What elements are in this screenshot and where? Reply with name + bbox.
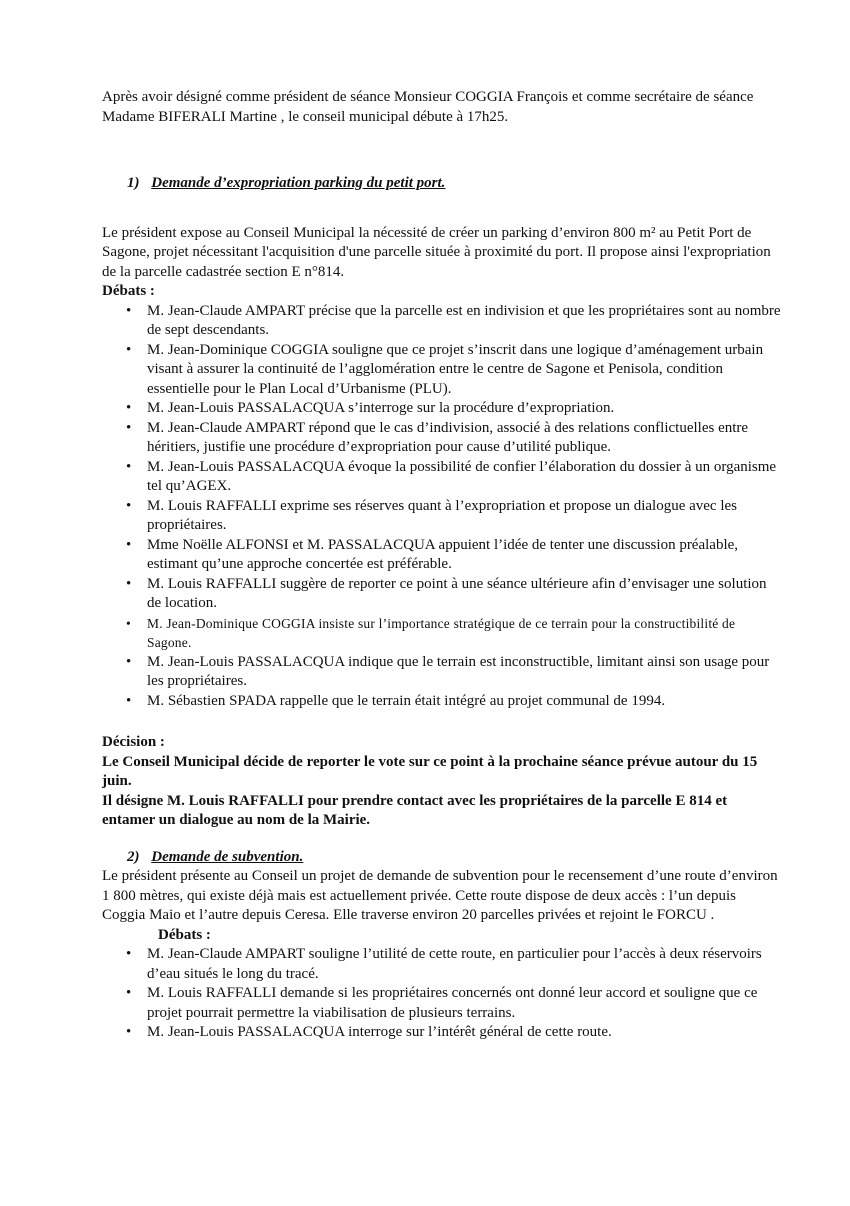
intro-paragraph: Après avoir désigné comme président de séance Monsieur COGGIA François et comme secrétaire de séance Madame BIFERALI Martine , le conseil municipal débute à 17h25.	[102, 89, 754, 125]
section-1-heading	[127, 174, 782, 194]
list-item: • M. Louis RAFFALLI exprime ses réserves quant à l’expropriation et propose un dialogue avec les propriétaires.	[102, 497, 782, 536]
list-item: • M. Jean-Dominique COGGIA insiste sur l’importance stratégique de ce terrain pour la constructibilité de Sagone.	[102, 614, 782, 653]
section-1-debats-list	[102, 302, 782, 712]
section-1-decision-1: Le Conseil Municipal décide de reporter le vote sur ce point à la prochaine séance prévue autour du 15 juin.	[102, 753, 758, 789]
list-item: • M. Jean-Claude AMPART souligne l’utilité de cette route, en particulier pour l’accès à deux réservoirs d’eau situés le long du tracé.	[102, 945, 782, 984]
section-1-number: 1)	[127, 175, 140, 191]
list-item: • M. Jean-Claude AMPART répond que le cas d’indivision, associé à des relations conflictuelles entre héritiers, justifie une procédure d’expropriation pour cause d’utilité publique.	[102, 419, 782, 458]
list-item: • M. Jean-Louis PASSALACQUA indique que le terrain est inconstructible, limitant ainsi son usage pour les propriétaires.	[102, 653, 782, 692]
list-item: • M. Louis RAFFALLI suggère de reporter ce point à une séance ultérieure afin d’envisager une solution de location.	[102, 575, 782, 614]
section-1-debats-label: Débats :	[102, 283, 155, 299]
list-item: • M. Louis RAFFALLI demande si les propriétaires concernés ont donné leur accord et souligne que ce projet pourrait permettre la viabilisation de plusieurs terrains.	[102, 984, 782, 1023]
list-item: • M. Jean-Louis PASSALACQUA interroge sur l’intérêt général de cette route.	[102, 1023, 782, 1043]
section-1-body: Le président expose au Conseil Municipal la nécessité de créer un parking d’environ 800 m² au Petit Port de Sagone, projet nécessitant l'acquisition d'une parcelle située à proximité du port. Il propose ainsi l'expropriation de la parcelle cadastrée section E n°814.	[102, 224, 771, 280]
section-2-debats-label: Débats :	[158, 926, 211, 943]
section-2-body: Le président présente au Conseil un projet de demande de subvention pour le recensement d’une route d’environ 1 800 mètres, qui existe déjà mais est actuellement privée. Cette route dispose de deux accès : l’un depuis Coggia Maio et l’autre depuis Ceresa. Elle traverse environ 20 parcelles privées et rejoint le FORCU .	[102, 868, 778, 923]
document-page	[102, 88, 782, 1043]
section-1-decision-label: Décision :	[102, 734, 165, 750]
section-2-heading	[127, 848, 782, 868]
list-item: • M. Sébastien SPADA rappelle que le terrain était intégré au projet communal de 1994.	[102, 692, 782, 712]
section-2-debats-list	[102, 945, 782, 1043]
list-item: • M. Jean-Louis PASSALACQUA évoque la possibilité de confier l’élaboration du dossier à un organisme tel qu’AGEX.	[102, 458, 782, 497]
list-item: • Mme Noëlle ALFONSI et M. PASSALACQUA appuient l’idée de tenter une discussion préalable, estimant qu’une approche concertée est préférable.	[102, 536, 782, 575]
section-2-number: 2)	[127, 848, 140, 865]
section-1-title: Demande d’expropriation parking du petit port.	[151, 175, 446, 191]
list-item: • M. Jean-Louis PASSALACQUA s’interroge sur la procédure d’expropriation.	[102, 399, 782, 419]
section-2-title: Demande de subvention.	[151, 848, 304, 865]
list-item: • M. Jean-Claude AMPART précise que la parcelle est en indivision et que les propriétaires sont au nombre de sept descendants.	[102, 302, 782, 341]
list-item: • M. Jean-Dominique COGGIA souligne que ce projet s’inscrit dans une logique d’aménagement urbain visant à assurer la continuité de l’agglomération entre le centre de Sagone et Penisola, condition essentielle pour le Plan Local d’Urbanisme (PLU).	[102, 341, 782, 400]
section-1-decision-2: Il désigne M. Louis RAFFALLI pour prendre contact avec les propriétaires de la parcelle E 814 et entamer un dialogue au nom de la Mairie.	[102, 792, 728, 828]
